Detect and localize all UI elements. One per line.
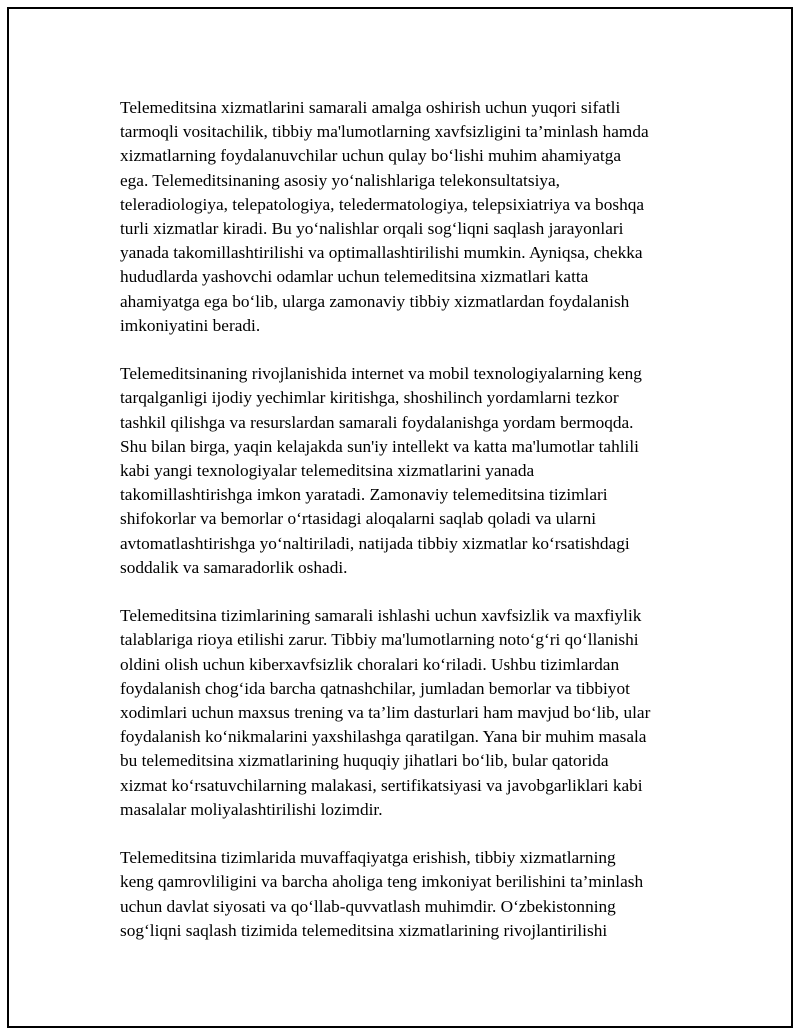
text-line: foydalanish ko‘nikmalarini yaxshilashga qaratilgan. Yana bir muhim masala bbox=[120, 727, 647, 747]
text-line: Telemeditsinaning rivojlanishida internet va mobil texnologiyalarning keng bbox=[120, 364, 642, 384]
text-line: tashkil qilishga va resurslardan samarali foydalanishga yordam bermoqda. bbox=[120, 412, 634, 432]
text-line: xizmatlarning foydalanuvchilar uchun qulay bo‘lishi muhim ahamiyatga bbox=[120, 146, 622, 166]
text-line: Telemeditsina tizimlarida muvaffaqiyatga erishish, tibbiy xizmatlarning bbox=[120, 848, 616, 868]
paragraph-2 bbox=[120, 362, 700, 580]
text-line: hududlarda yashovchi odamlar uchun telemeditsina xizmatlari katta bbox=[120, 267, 589, 287]
text-line: keng qamrovliligini va barcha aholiga teng imkoniyat berilishini ta’minlash bbox=[120, 872, 644, 892]
text-line: tarqalganligi ijodiy yechimlar kiritishga, shoshilinch yordamlarni tezkor bbox=[120, 388, 619, 408]
text-line: ega. Telemeditsinaning asosiy yo‘nalishlariga telekonsultatsiya, bbox=[120, 170, 560, 190]
text-line: talablariga rioya etilishi zarur. Tibbiy ma'lumotlarning noto‘g‘ri qo‘llanishi bbox=[120, 630, 639, 650]
text-line: turli xizmatlar kiradi. Bu yo‘nalishlar orqali sog‘liqni saqlash jarayonlari bbox=[120, 219, 624, 239]
text-line: masalalar moliyalashtirilishi lozimdir. bbox=[120, 799, 383, 819]
paragraph-4 bbox=[120, 846, 700, 943]
text-line: Telemeditsina xizmatlarini samarali amalga oshirish uchun yuqori sifatli bbox=[120, 98, 621, 117]
page-frame bbox=[7, 7, 793, 1028]
paragraph-1 bbox=[120, 96, 700, 338]
text-line: oldini olish uchun kiberxavfsizlik choralari ko‘riladi. Ushbu tizimlardan bbox=[120, 654, 620, 674]
text-line: tarmoqli vositachilik, tibbiy ma'lumotlarning xavfsizligini ta’minlash hamda bbox=[120, 122, 649, 142]
text-line: imkoniyatini beradi. bbox=[120, 315, 261, 335]
text-line: shifokorlar va bemorlar o‘rtasidagi aloqalarni saqlab qoladi va ularni bbox=[120, 509, 597, 529]
text-line: teleradiologiya, telepatologiya, teledermatologiya, telepsixiatriya va boshqa bbox=[120, 194, 645, 214]
document-body bbox=[120, 96, 700, 967]
text-line: ahamiyatga ega bo‘lib, ularga zamonaviy tibbiy xizmatlardan foydalanish bbox=[120, 291, 630, 311]
text-line: foydalanish chog‘ida barcha qatnashchilar, jumladan bemorlar va tibbiyot bbox=[120, 678, 630, 698]
text-line: xodimlari uchun maxsus trening va ta’lim dasturlari ham mavjud bo‘lib, ular bbox=[120, 703, 651, 723]
text-line: Shu bilan birga, yaqin kelajakda sun'iy intellekt va katta ma'lumotlar tahlili bbox=[120, 436, 639, 456]
text-line: uchun davlat siyosati va qo‘llab-quvvatlash muhimdir. O‘zbekistonning bbox=[120, 896, 616, 916]
paragraph-3 bbox=[120, 604, 700, 822]
text-line: yanada takomillashtirilishi va optimallashtirilishi mumkin. Ayniqsa, chekka bbox=[120, 243, 643, 263]
text-line: bu telemeditsina xizmatlarining huquqiy jihatlari bo‘lib, bular qatorida bbox=[120, 751, 609, 771]
text-line: avtomatlashtirishga yo‘naltiriladi, natijada tibbiy xizmatlar ko‘rsatishdagi bbox=[120, 533, 630, 553]
text-line: takomillashtirishga imkon yaratadi. Zamonaviy telemeditsina tizimlari bbox=[120, 485, 608, 505]
text-line: kabi yangi texnologiyalar telemeditsina xizmatlarini yanada bbox=[120, 461, 535, 481]
text-line: xizmat ko‘rsatuvchilarning malakasi, sertifikatsiyasi va javobgarliklari kabi bbox=[120, 775, 643, 795]
text-line: Telemeditsina tizimlarining samarali ishlashi uchun xavfsizlik va maxfiylik bbox=[120, 606, 642, 626]
text-line: soddalik va samaradorlik oshadi. bbox=[120, 557, 348, 577]
text-line: sog‘liqni saqlash tizimida telemeditsina xizmatlarining rivojlantirilishi bbox=[120, 920, 608, 940]
